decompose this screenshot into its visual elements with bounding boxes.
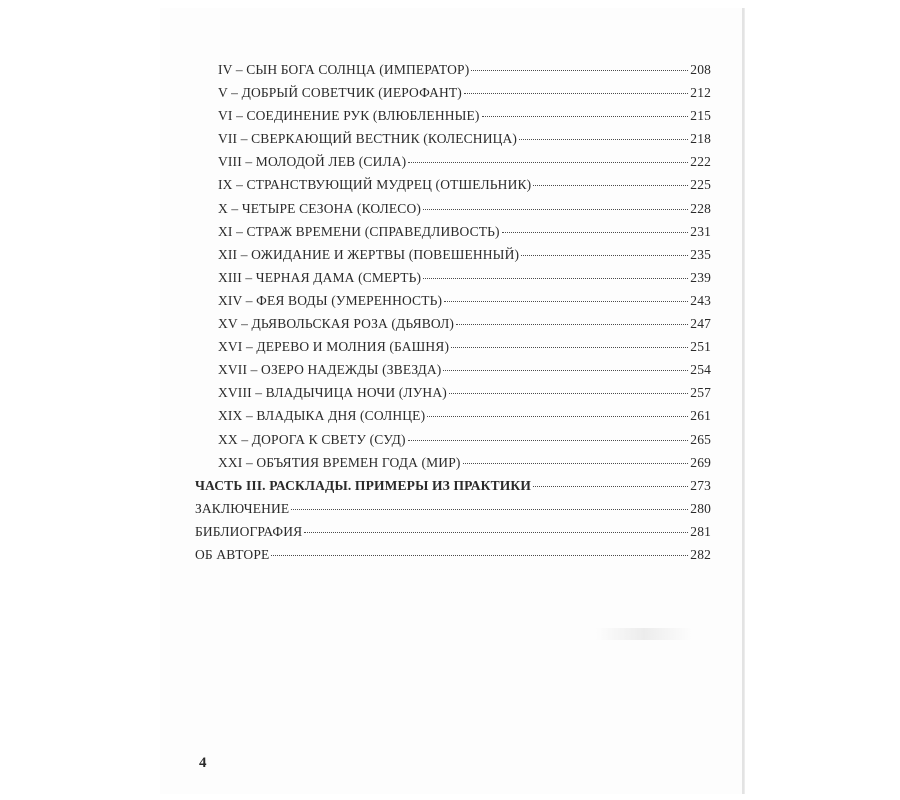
toc-entry-page: 239 xyxy=(690,269,711,285)
toc-entry-page: 212 xyxy=(690,85,711,101)
toc-entry-page: 281 xyxy=(690,523,711,539)
toc-entry xyxy=(195,339,711,362)
toc-dot-leader xyxy=(304,532,688,533)
toc-dot-leader xyxy=(521,255,688,256)
toc-entry-page: 257 xyxy=(690,385,711,401)
toc-entry-title: XV – ДЬЯВОЛЬСКАЯ РОЗА (ДЬЯВОЛ) xyxy=(218,316,455,332)
toc-entry xyxy=(195,270,711,293)
toc-entry xyxy=(195,501,711,524)
toc-entry-page: 231 xyxy=(690,223,711,239)
toc-dot-leader xyxy=(533,486,688,487)
paper-smudge xyxy=(596,628,692,640)
toc-entry-title: VI – СОЕДИНЕНИЕ РУК (ВЛЮБЛЕННЫЕ) xyxy=(218,108,480,124)
toc-entry-page: 215 xyxy=(690,108,711,124)
toc-entry-page: 254 xyxy=(690,362,711,378)
toc-dot-leader xyxy=(451,347,688,348)
toc-entry-title: VIII – МОЛОДОЙ ЛЕВ (СИЛА) xyxy=(218,154,407,170)
toc-entry xyxy=(195,62,711,85)
toc-entry-page: 218 xyxy=(690,131,711,147)
toc-entry-title: V – ДОБРЫЙ СОВЕТЧИК (ИЕРОФАНТ) xyxy=(218,85,462,101)
toc-entry-title: XVI – ДЕРЕВО И МОЛНИЯ (БАШНЯ) xyxy=(218,339,450,355)
toc-dot-leader xyxy=(443,370,688,371)
toc-entry-title: XXI – ОБЪЯТИЯ ВРЕМЕН ГОДА (МИР) xyxy=(218,454,461,470)
toc-entry xyxy=(195,154,711,177)
toc-entry-title: XIV – ФЕЯ ВОДЫ (УМЕРЕННОСТЬ) xyxy=(218,292,443,308)
toc-entry-page: 243 xyxy=(690,292,711,308)
toc-entry xyxy=(195,478,711,501)
toc-entry-page: 225 xyxy=(690,177,711,193)
toc-entry-title: XIII – ЧЕРНАЯ ДАМА (СМЕРТЬ) xyxy=(218,269,422,285)
toc-entry-page: 228 xyxy=(690,200,711,216)
toc-entry-title: VII – СВЕРКАЮЩИЙ ВЕСТНИК (КОЛЕСНИЦА) xyxy=(218,131,518,147)
toc-entry-page: 269 xyxy=(690,454,711,470)
toc-entry xyxy=(195,85,711,108)
toc-entry xyxy=(195,362,711,385)
toc-dot-leader xyxy=(408,162,688,163)
toc-entry xyxy=(195,455,711,478)
toc-entry-title: XX – ДОРОГА К СВЕТУ (СУД) xyxy=(218,431,406,447)
toc-entry-page: 282 xyxy=(690,546,711,562)
toc-entry xyxy=(195,408,711,431)
toc-entry xyxy=(195,524,711,547)
toc-entry-page: 261 xyxy=(690,408,711,424)
toc-entry-page: 280 xyxy=(690,500,711,516)
page-number: 4 xyxy=(199,755,207,771)
toc-dot-leader xyxy=(423,209,688,210)
toc-dot-leader xyxy=(444,301,688,302)
toc-entry xyxy=(195,224,711,247)
toc-entry-title: ЗАКЛЮЧЕНИЕ xyxy=(195,500,290,516)
toc-entry xyxy=(195,177,711,200)
toc-dot-leader xyxy=(408,440,689,441)
toc-entry xyxy=(195,385,711,408)
toc-entry-title: ОБ АВТОРЕ xyxy=(195,546,270,562)
toc-dot-leader xyxy=(291,509,688,510)
toc-entry-page: 222 xyxy=(690,154,711,170)
toc-entry-title: IV – СЫН БОГА СОЛНЦА (ИМПЕРАТОР) xyxy=(218,62,470,77)
toc-dot-leader xyxy=(423,278,688,279)
toc-entry-page: 235 xyxy=(690,246,711,262)
toc-entry xyxy=(195,293,711,316)
toc-dot-leader xyxy=(502,232,689,233)
toc-dot-leader xyxy=(463,463,689,464)
toc-entry-title: БИБЛИОГРАФИЯ xyxy=(195,523,303,539)
toc-dot-leader xyxy=(471,70,688,71)
toc-entry-title: ЧАСТЬ III. РАСКЛАДЫ. ПРИМЕРЫ ИЗ ПРАКТИКИ xyxy=(195,477,532,493)
toc-dot-leader xyxy=(427,416,688,417)
toc-dot-leader xyxy=(464,93,688,94)
toc-dot-leader xyxy=(533,185,688,186)
toc-entry-page: 247 xyxy=(690,316,711,332)
toc-entry-page: 265 xyxy=(690,431,711,447)
toc-entry-page: 208 xyxy=(690,62,711,77)
toc-entry xyxy=(195,432,711,455)
toc-entry xyxy=(195,201,711,224)
toc-entry-title: XIX – ВЛАДЫКА ДНЯ (СОЛНЦЕ) xyxy=(218,408,426,424)
toc-entry xyxy=(195,131,711,154)
toc-dot-leader xyxy=(456,324,688,325)
toc-entry-title: XVIII – ВЛАДЫЧИЦА НОЧИ (ЛУНА) xyxy=(218,385,447,401)
toc-entry-title: X – ЧЕТЫРЕ СЕЗОНА (КОЛЕСО) xyxy=(218,200,422,216)
toc-entry-title: XVII – ОЗЕРО НАДЕЖДЫ (ЗВЕЗДА) xyxy=(218,362,442,378)
toc-entry-title: IX – СТРАНСТВУЮЩИЙ МУДРЕЦ (ОТШЕЛЬНИК) xyxy=(218,177,532,193)
table-of-contents xyxy=(195,62,711,570)
toc-entry xyxy=(195,247,711,270)
toc-dot-leader xyxy=(482,116,689,117)
toc-entry-page: 251 xyxy=(690,339,711,355)
toc-dot-leader xyxy=(271,555,688,556)
toc-dot-leader xyxy=(449,393,688,394)
toc-entry-title: XI – СТРАЖ ВРЕМЕНИ (СПРАВЕДЛИВОСТЬ) xyxy=(218,223,500,239)
toc-entry-page: 273 xyxy=(690,477,711,493)
toc-dot-leader xyxy=(519,139,688,140)
toc-entry xyxy=(195,316,711,339)
toc-entry xyxy=(195,547,711,570)
toc-entry-title: XII – ОЖИДАНИЕ И ЖЕРТВЫ (ПОВЕШЕННЫЙ) xyxy=(218,246,520,262)
toc-entry xyxy=(195,108,711,131)
